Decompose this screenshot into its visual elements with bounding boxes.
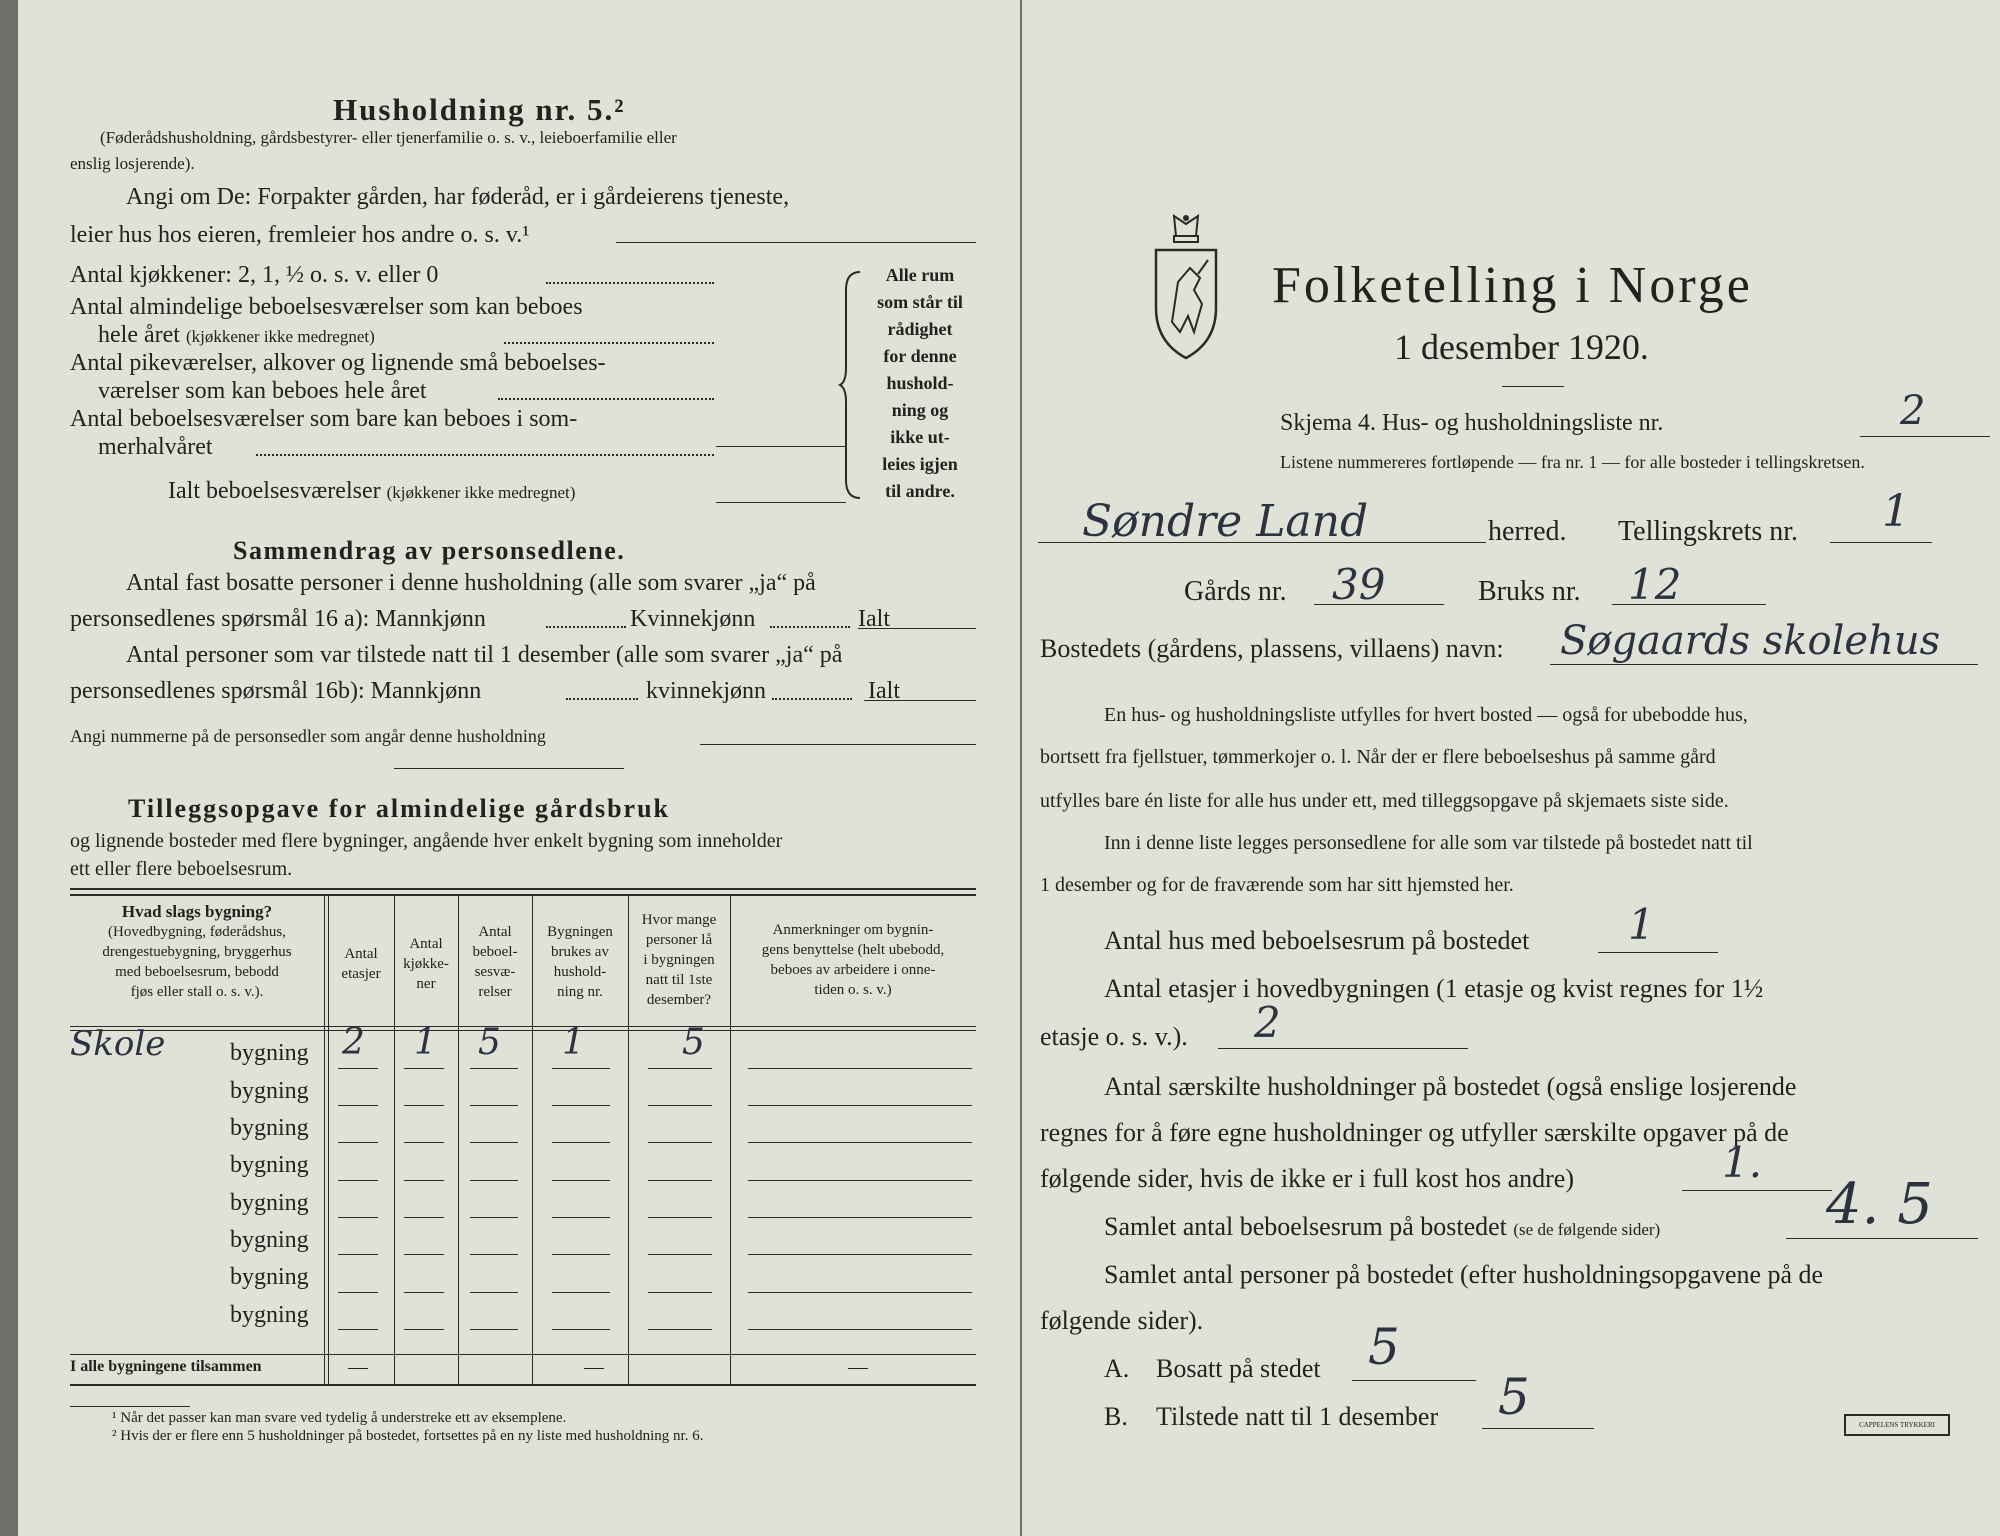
kitchens-dots <box>546 282 714 284</box>
husholdninger-value: 1. <box>1722 1138 1763 1187</box>
census-title: Folketelling i Norge <box>1272 257 1753 314</box>
row1-kitchens: 1 <box>414 1022 437 1063</box>
bosatt-line <box>1352 1380 1476 1381</box>
addendum-heading: Tilleggsopgave for almindelige gårdsbruk <box>128 794 671 823</box>
row1-floors: 2 <box>342 1022 365 1063</box>
fast-mann-dots <box>546 626 626 628</box>
etasjer-line-1: Antal etasjer i hovedbygningen (1 etasje og kvist regnes for 1½ <box>1104 974 1764 1003</box>
rum-value: 4. 5 <box>1826 1172 1933 1237</box>
angi-answer-line <box>616 242 976 243</box>
husholdninger-line-1: Antal særskilte husholdninger på bostedet (også enslige losjerende <box>1104 1072 1797 1101</box>
krets-line <box>1830 542 1932 543</box>
husholdninger-line <box>1682 1190 1832 1191</box>
bosted-label: Bostedets (gårdens, plassens, villaens) navn: <box>1040 634 1504 663</box>
personer-line-1: Samlet antal personer på bostedet (efter husholdningsopgavene på de <box>1104 1260 1824 1289</box>
header-floors: Antal etasjer <box>341 946 381 982</box>
table-header-line <box>70 1026 976 1027</box>
etasjer-value: 2 <box>1254 998 1281 1047</box>
fast-mann-label: personsedlenes spørsmål 16 a): Mannkjønn <box>70 606 486 632</box>
table-bottom-line <box>70 1384 976 1386</box>
tilstede-letter: B. <box>1104 1402 1128 1431</box>
intro-note-1: (Føderådshusholdning, gårdsbestyrer- eller tjenerfamilie o. s. v., leieboerfamilie eller <box>100 128 677 147</box>
tilstede-mann-dots <box>566 698 638 700</box>
tilstede-label: Tilstede natt til 1 desember <box>1156 1402 1439 1431</box>
tilstede-mann-label: personsedlenes spørsmål 16b): Mannkjønn <box>70 678 482 704</box>
row-label-3: bygning <box>230 1115 309 1141</box>
angi-line-2: leier hus hos eieren, fremleier hos andre o. s. v.¹ <box>70 222 530 248</box>
intro-note-2: enslig losjerende). <box>70 154 195 173</box>
divider <box>394 768 624 769</box>
footnote-rule <box>70 1406 190 1407</box>
col-sep-1 <box>324 896 325 1384</box>
tilstede-line <box>1482 1428 1594 1429</box>
left-page <box>18 0 1020 1536</box>
footnote-2: ² Hvis der er flere enn 5 husholdninger på bostedet, fortsettes på en ny liste med husholdning nr. 6. <box>112 1428 704 1444</box>
hus-value: 1 <box>1628 900 1655 949</box>
header-kitchens: Antal kjøkke- ner <box>403 936 449 992</box>
bruks-value: 12 <box>1628 560 1682 609</box>
rum-label: Samlet antal beboelsesrum på bostedet <box>1104 1212 1507 1241</box>
row-label-8: bygning <box>230 1302 309 1328</box>
numbers-line <box>700 744 976 745</box>
summary-heading: Sammendrag av personsedlene. <box>233 536 626 565</box>
hus-label: Antal hus med beboelsesrum på bostedet <box>1104 926 1530 955</box>
total-floors-dash: — <box>348 1356 368 1378</box>
fast-line-1: Antal fast bosatte personer i denne husholdning (alle som svarer „ja“ på <box>126 570 816 596</box>
etasjer-line <box>1218 1048 1468 1049</box>
printer-stamp: CAPPELENS TRYKKERI <box>1844 1414 1950 1436</box>
tilstede-value: 5 <box>1498 1368 1530 1426</box>
numbering-note: Listene nummereres fortløpende — fra nr. 1 — for alle bosteder i tellingskretsen. <box>1280 452 1865 472</box>
husholdninger-line-2: regnes for å føre egne husholdninger og utfyller særskilte opgaver på de <box>1040 1118 1789 1147</box>
bruks-label: Bruks nr. <box>1478 576 1581 607</box>
kitchens-label: Antal kjøkkener: 2, 1, ½ o. s. v. eller 0 <box>70 262 439 288</box>
row1-rooms: 5 <box>478 1022 501 1063</box>
total-rooms-label: Ialt beboelsesværelser <box>168 478 381 504</box>
rum-note: (se de følgende sider) <box>1513 1220 1661 1239</box>
table-top-line <box>70 888 976 890</box>
numbers-label: Angi nummerne på de personsedler som angår denne husholdning <box>70 726 546 746</box>
tilstede-kvinne-dots <box>772 698 852 700</box>
row-label-2: bygning <box>230 1078 309 1104</box>
rum-line <box>1786 1238 1978 1239</box>
gards-label: Gårds nr. <box>1184 576 1287 607</box>
rooms-side-note: Alle rum som står til rådighet for denne hushold- ning og ikke ut- leies igjen til andre. <box>877 265 963 501</box>
bosatt-label: Bosatt på stedet <box>1156 1354 1321 1383</box>
right-page <box>1022 0 2000 1536</box>
summer-rooms-label-1: Antal beboelsesværelser som bare kan beboes i som- <box>70 406 578 432</box>
bosatt-value: 5 <box>1368 1318 1400 1376</box>
herred-label: herred. <box>1488 516 1567 547</box>
angi-line-1: Angi om De: Forpakter gården, har føderåd, er i gårdeierens tjeneste, <box>126 184 790 210</box>
total-rooms-note: (kjøkkener ikke medregnet) <box>386 483 576 502</box>
summer-rooms-label-2: merhalvåret <box>98 434 213 460</box>
table-top-line-2 <box>70 894 976 896</box>
maid-rooms-dots <box>498 398 714 400</box>
hus-line <box>1598 952 1718 953</box>
bosted-value: Søgaards skolehus <box>1560 618 1941 664</box>
schema-no: 2 <box>1900 388 1926 434</box>
maid-rooms-label-1: Antal pikeværelser, alkover og lignende små beboelses- <box>70 350 606 376</box>
row1-persons: 5 <box>682 1022 705 1063</box>
title-divider <box>1502 386 1564 387</box>
instruction-1-line-2: bortsett fra fjellstuer, tømmerkojer o. l. Når der er flere beboelseshus på samme gård <box>1040 746 1716 768</box>
instruction-2-line-2: 1 desember og for de fraværende som har sitt hjemsted her. <box>1040 874 1514 896</box>
fast-ialt-line <box>858 628 976 629</box>
herred-value: Søndre Land <box>1082 496 1369 547</box>
schema-label: Skjema 4. Hus- og husholdningsliste nr. <box>1280 410 1664 436</box>
tilstede-kvinne-label: kvinnekjønn <box>646 678 766 704</box>
row-label-7: bygning <box>230 1264 309 1290</box>
herred-line <box>1038 542 1486 543</box>
header-persons: Hvor mange personer lå i bygningen natt til 1ste desember? <box>641 912 717 1008</box>
instruction-1-line-3: utfylles bare én liste for alle hus under ett, med tilleggsopgave på skjemaets siste side. <box>1040 790 1729 812</box>
fast-ialt-label: Ialt <box>858 606 890 632</box>
summer-rooms-dots <box>256 454 714 456</box>
tilstede-line-1: Antal personer som var tilstede natt til 1 desember (alle som svarer „ja“ på <box>126 642 843 668</box>
ordinary-rooms-dots <box>504 342 714 344</box>
fast-kvinne-dots <box>770 626 850 628</box>
addendum-sub-2: ett eller flere beboelsesrum. <box>70 858 293 880</box>
instruction-2-line-1: Inn i denne liste legges personsedlene for alle som var tilstede på bostedet natt til <box>1104 832 1753 854</box>
header-used-by: Bygningen brukes av hushold- ning nr. <box>547 924 613 1000</box>
total-row-label: I alle bygningene tilsammen <box>70 1358 262 1375</box>
fast-kvinne-label: Kvinnekjønn <box>630 606 756 632</box>
ordinary-rooms-note: (kjøkkener ikke medregnet) <box>185 327 375 346</box>
coat-of-arms-icon <box>1150 212 1222 362</box>
census-date: 1 desember 1920. <box>1394 327 1649 367</box>
total-remarks-dash: — <box>848 1356 868 1378</box>
addendum-sub-1: og lignende bosteder med flere bygninger, angående hver enkelt bygning som inneholder <box>70 830 783 852</box>
row1-type: Skole <box>70 1024 166 1064</box>
row-label-4: bygning <box>230 1152 309 1178</box>
instruction-1-line-1: En hus- og husholdningsliste utfylles for hvert bosted — også for ubebodde hus, <box>1104 704 1748 726</box>
header-building: Hvad slags bygning? (Hovedbygning, føderådshus, drengestuebygning, bryggerhus med beboelsesrum, bebodd fjøs eller stall o. s. v.). <box>102 902 292 1000</box>
row-label-6: bygning <box>230 1227 309 1253</box>
ordinary-rooms-label-2: hele året <box>98 322 180 348</box>
tilstede-ialt-line <box>864 700 976 701</box>
row-label-5: bygning <box>230 1190 309 1216</box>
krets-label: Tellingskrets nr. <box>1618 516 1799 547</box>
summer-rooms-line <box>716 446 846 447</box>
ordinary-rooms-label-1: Antal almindelige beboelsesværelser som kan beboes <box>70 294 583 320</box>
total-household-dash: — <box>584 1356 604 1378</box>
footnote-1: ¹ Når det passer kan man svare ved tydelig å understreke ett av eksemplene. <box>112 1410 567 1426</box>
krets-value: 1 <box>1882 486 1910 537</box>
row1-household: 1 <box>562 1022 585 1063</box>
header-remarks: Anmerkninger om bygnin- gens benyttelse (helt ubebodd, beboes av arbeidere i onne- tiden o. s. v.) <box>761 922 945 998</box>
personer-line-2: følgende sider). <box>1040 1306 1204 1335</box>
table-header-line-2 <box>70 1030 976 1031</box>
row-label-1: bygning <box>230 1040 309 1066</box>
schema-no-line <box>1860 436 1990 437</box>
total-rooms-line <box>716 502 846 503</box>
husholdninger-line-3: følgende sider, hvis de ikke er i full kost hos andre) <box>1040 1164 1574 1193</box>
etasjer-line-2: etasje o. s. v.). <box>1040 1022 1188 1051</box>
household-title: Husholdning nr. 5.² <box>333 92 626 127</box>
gards-value: 39 <box>1332 560 1386 609</box>
tilstede-ialt-label: Ialt <box>868 678 900 704</box>
table-body-bottom <box>70 1354 976 1355</box>
bosatt-letter: A. <box>1104 1354 1130 1383</box>
header-rooms: Antal beboel- sesvæ- relser <box>472 924 518 1000</box>
maid-rooms-label-2: værelser som kan beboes hele året <box>98 378 427 404</box>
bosted-line <box>1550 664 1978 665</box>
